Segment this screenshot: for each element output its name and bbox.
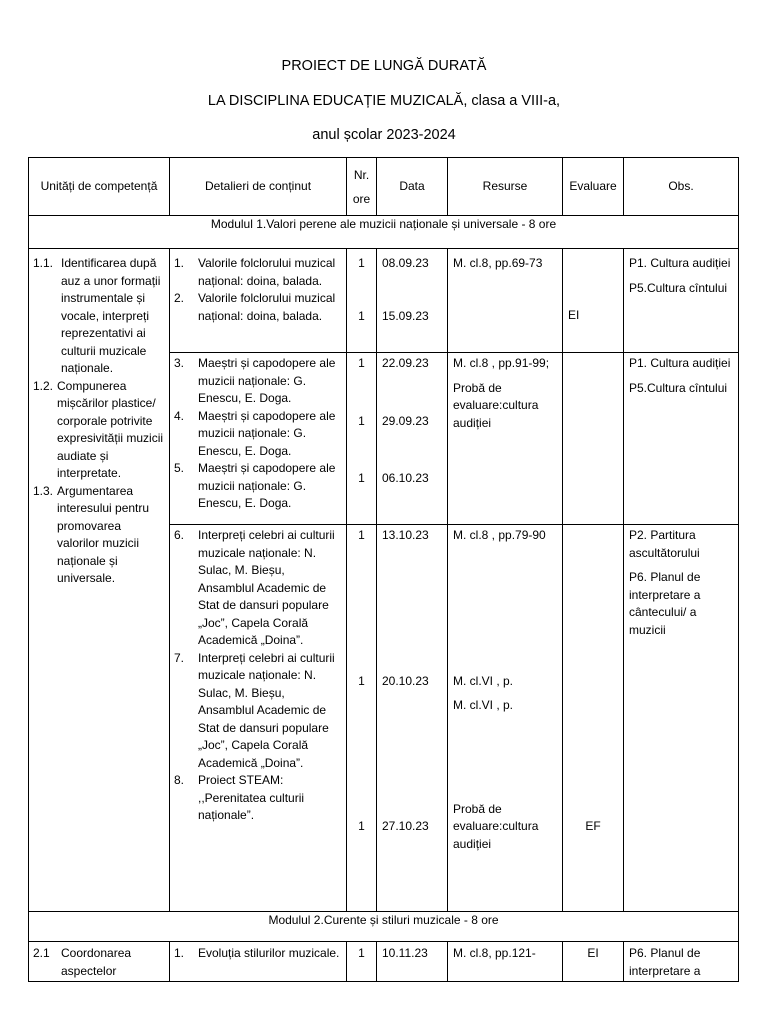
lesson-text: Valorile folclorului muzical național: doina, balada. (198, 256, 336, 288)
date-cell (377, 525, 448, 912)
evaluation-cell (563, 942, 624, 982)
date-cell (377, 353, 448, 525)
lesson-date: 06.10.23 (382, 471, 429, 485)
lesson-text: Maeștri și capodopere ale muzicii naționale: G. Enescu, E. Doga. (198, 408, 336, 458)
hours-cell (347, 942, 377, 982)
header-competence: Unități de competență (29, 158, 170, 216)
lessons-cell (170, 249, 347, 353)
obs-text: P1. Cultura audiției (629, 356, 731, 370)
table-row (29, 249, 739, 353)
competence-number: 2.1 (33, 946, 50, 960)
competence-text: Coordonarea aspectelor (61, 946, 132, 978)
document-title-line-3: anul școlar 2023-2024 (312, 127, 456, 143)
lesson-hours: 1 (358, 413, 365, 428)
list-item (33, 255, 165, 378)
obs-cell (624, 942, 739, 982)
lessons-cell (170, 353, 347, 525)
resource-text: M. cl.8 , pp.91-99; (453, 356, 550, 370)
competences-cell (29, 249, 170, 912)
lesson-date: 13.10.23 (382, 528, 429, 542)
lesson-number: 3. (174, 356, 185, 370)
header-content: Detalieri de conținut (170, 158, 347, 216)
lesson-text: Interpreți celebri ai culturii muzicale naționale: N. Sulac, M. Bieșu, Ansamblul Academic de Stat de dansuri populare „Joc”, Capela Corală Academică „Doina”. (198, 528, 335, 647)
list-item (174, 772, 342, 825)
long-term-plan-table (28, 157, 739, 982)
lesson-number: 6. (174, 528, 185, 542)
obs-cell (624, 249, 739, 353)
resource-text: M. cl.VI , p. (453, 673, 514, 688)
competence-text: Argumentarea interesului pentru promovarea valorilor muzicii naționale și universale. (57, 483, 150, 585)
table-row (29, 942, 739, 982)
lesson-text: Evoluția stilurilor muzicale. (198, 946, 340, 960)
list-item (33, 945, 165, 980)
header-obs: Obs. (624, 158, 739, 216)
lesson-date: 22.09.23 (382, 356, 429, 370)
lesson-text: Interpreți celebri ai culturii muzicale naționale: N. Sulac, M. Bieșu, Ansamblul Academic de Stat de dansuri populare „Joc”, Capela Corală Academică „Doina”. (198, 650, 335, 770)
lesson-hours: 1 (358, 528, 365, 542)
lesson-text: Maeștri și capodopere ale muzicii naționale: G. Enescu, E. Doga. (198, 356, 336, 405)
list-item (174, 290, 342, 325)
competence-number: 1.3. (33, 483, 54, 498)
header-hours-line1: Nr. (353, 167, 370, 182)
lesson-number: 1. (174, 946, 185, 960)
lesson-date: 27.10.23 (382, 819, 429, 833)
obs-cell (624, 525, 739, 912)
obs-text: P6. Planul de interpretare a (629, 946, 701, 978)
evaluation-text: EI (587, 946, 599, 960)
lesson-number: 1. (174, 256, 185, 270)
resources-cell (448, 942, 563, 982)
resource-text: Probă de evaluare:cultura audiției (453, 380, 539, 430)
date-cell (377, 249, 448, 353)
resource-text: M. cl.VI , p. (453, 698, 514, 712)
lesson-date: 29.09.23 (382, 413, 429, 428)
module-1-title-row (29, 216, 739, 249)
resource-text: M. cl.8, pp.121- (453, 946, 536, 960)
list-item (174, 408, 342, 461)
lessons-cell (170, 525, 347, 912)
obs-cell (624, 353, 739, 525)
evaluation-text: EI (568, 308, 580, 322)
lesson-hours: 1 (358, 819, 365, 833)
lesson-hours: 1 (358, 471, 365, 485)
document-title-line-1: PROIECT DE LUNGĂ DURATĂ (281, 58, 487, 74)
lesson-text: Maeștri și capodopere ale muzicii naționale: G. Enescu, E. Doga. (198, 461, 336, 510)
evaluation-cell (563, 249, 624, 353)
hours-cell (347, 525, 377, 912)
module-2-title: Modulul 2.Curente și stiluri muzicale - 8 ore (29, 912, 739, 942)
evaluation-text: EF (585, 819, 601, 833)
lesson-hours: 1 (358, 356, 365, 370)
header-evaluation: Evaluare (563, 158, 624, 216)
lesson-text: Valorile folclorului muzical național: doina, balada. (198, 291, 336, 323)
lesson-text: Proiect STEAM: ,,Perenitatea culturii naționale”. (198, 773, 305, 822)
lesson-number: 4. (174, 408, 185, 423)
competence-text: Compunerea mișcărilor plastice/ corporale potrivite expresivității muzicii audiate și interpretate. (57, 378, 164, 480)
lesson-date: 15.09.23 (382, 308, 429, 323)
lesson-number: 8. (174, 773, 185, 787)
list-item (33, 483, 165, 588)
competences-cell (29, 942, 170, 982)
header-hours-line2: ore (352, 191, 371, 206)
competence-number: 1.2. (33, 378, 54, 393)
obs-text: P1. Cultura audiției (629, 256, 731, 270)
competence-number: 1.1. (33, 256, 54, 270)
resource-text: M. cl.8, pp.69-73 (453, 256, 543, 270)
header-resources: Resurse (448, 158, 563, 216)
table-header-row (29, 158, 739, 216)
list-item (174, 355, 342, 408)
lesson-date: 08.09.23 (382, 256, 429, 270)
lesson-number: 5. (174, 461, 185, 475)
resource-text: Probă de evaluare:cultura audiției (453, 801, 539, 851)
list-item (174, 460, 342, 513)
lesson-hours: 1 (358, 256, 365, 270)
lesson-hours: 1 (358, 673, 365, 688)
lesson-number: 2. (174, 291, 185, 305)
evaluation-cell (563, 525, 624, 912)
list-item (174, 527, 342, 650)
list-item (174, 255, 342, 290)
header-date: Data (377, 158, 448, 216)
list-item (174, 945, 342, 963)
lesson-hours: 1 (358, 946, 365, 960)
header-hours (347, 158, 377, 216)
lessons-cell (170, 942, 347, 982)
obs-text: P5.Cultura cîntului (629, 380, 728, 395)
evaluation-cell (563, 353, 624, 525)
obs-text: P6. Planul de interpretare a cântecului/ a muzicii (629, 570, 701, 637)
lesson-date: 20.10.23 (382, 673, 429, 688)
resource-text: M. cl.8 , pp.79-90 (453, 528, 546, 542)
obs-text: P5.Cultura cîntului (629, 280, 728, 295)
obs-text: P2. Partitura ascultătorului (629, 528, 700, 560)
hours-cell (347, 249, 377, 353)
lesson-hours: 1 (358, 308, 365, 323)
resources-cell (448, 249, 563, 353)
lesson-date: 10.11.23 (382, 946, 428, 960)
list-item (33, 378, 165, 483)
hours-cell (347, 353, 377, 525)
competence-text: Identificarea după auz a unor formații instrumentale și vocale, interpreți reprezentativi ai culturii muzicale naționale. (61, 256, 161, 375)
list-item (174, 650, 342, 773)
date-cell (377, 942, 448, 982)
resources-cell (448, 525, 563, 912)
resources-cell (448, 353, 563, 525)
module-2-title-row (29, 912, 739, 942)
module-1-title: Modulul 1.Valori perene ale muzicii naționale și universale - 8 ore (29, 216, 739, 249)
lesson-number: 7. (174, 650, 185, 665)
document-title-line-2: LA DISCIPLINA EDUCAȚIE MUZICALĂ, clasa a VIII-a, (207, 93, 561, 109)
